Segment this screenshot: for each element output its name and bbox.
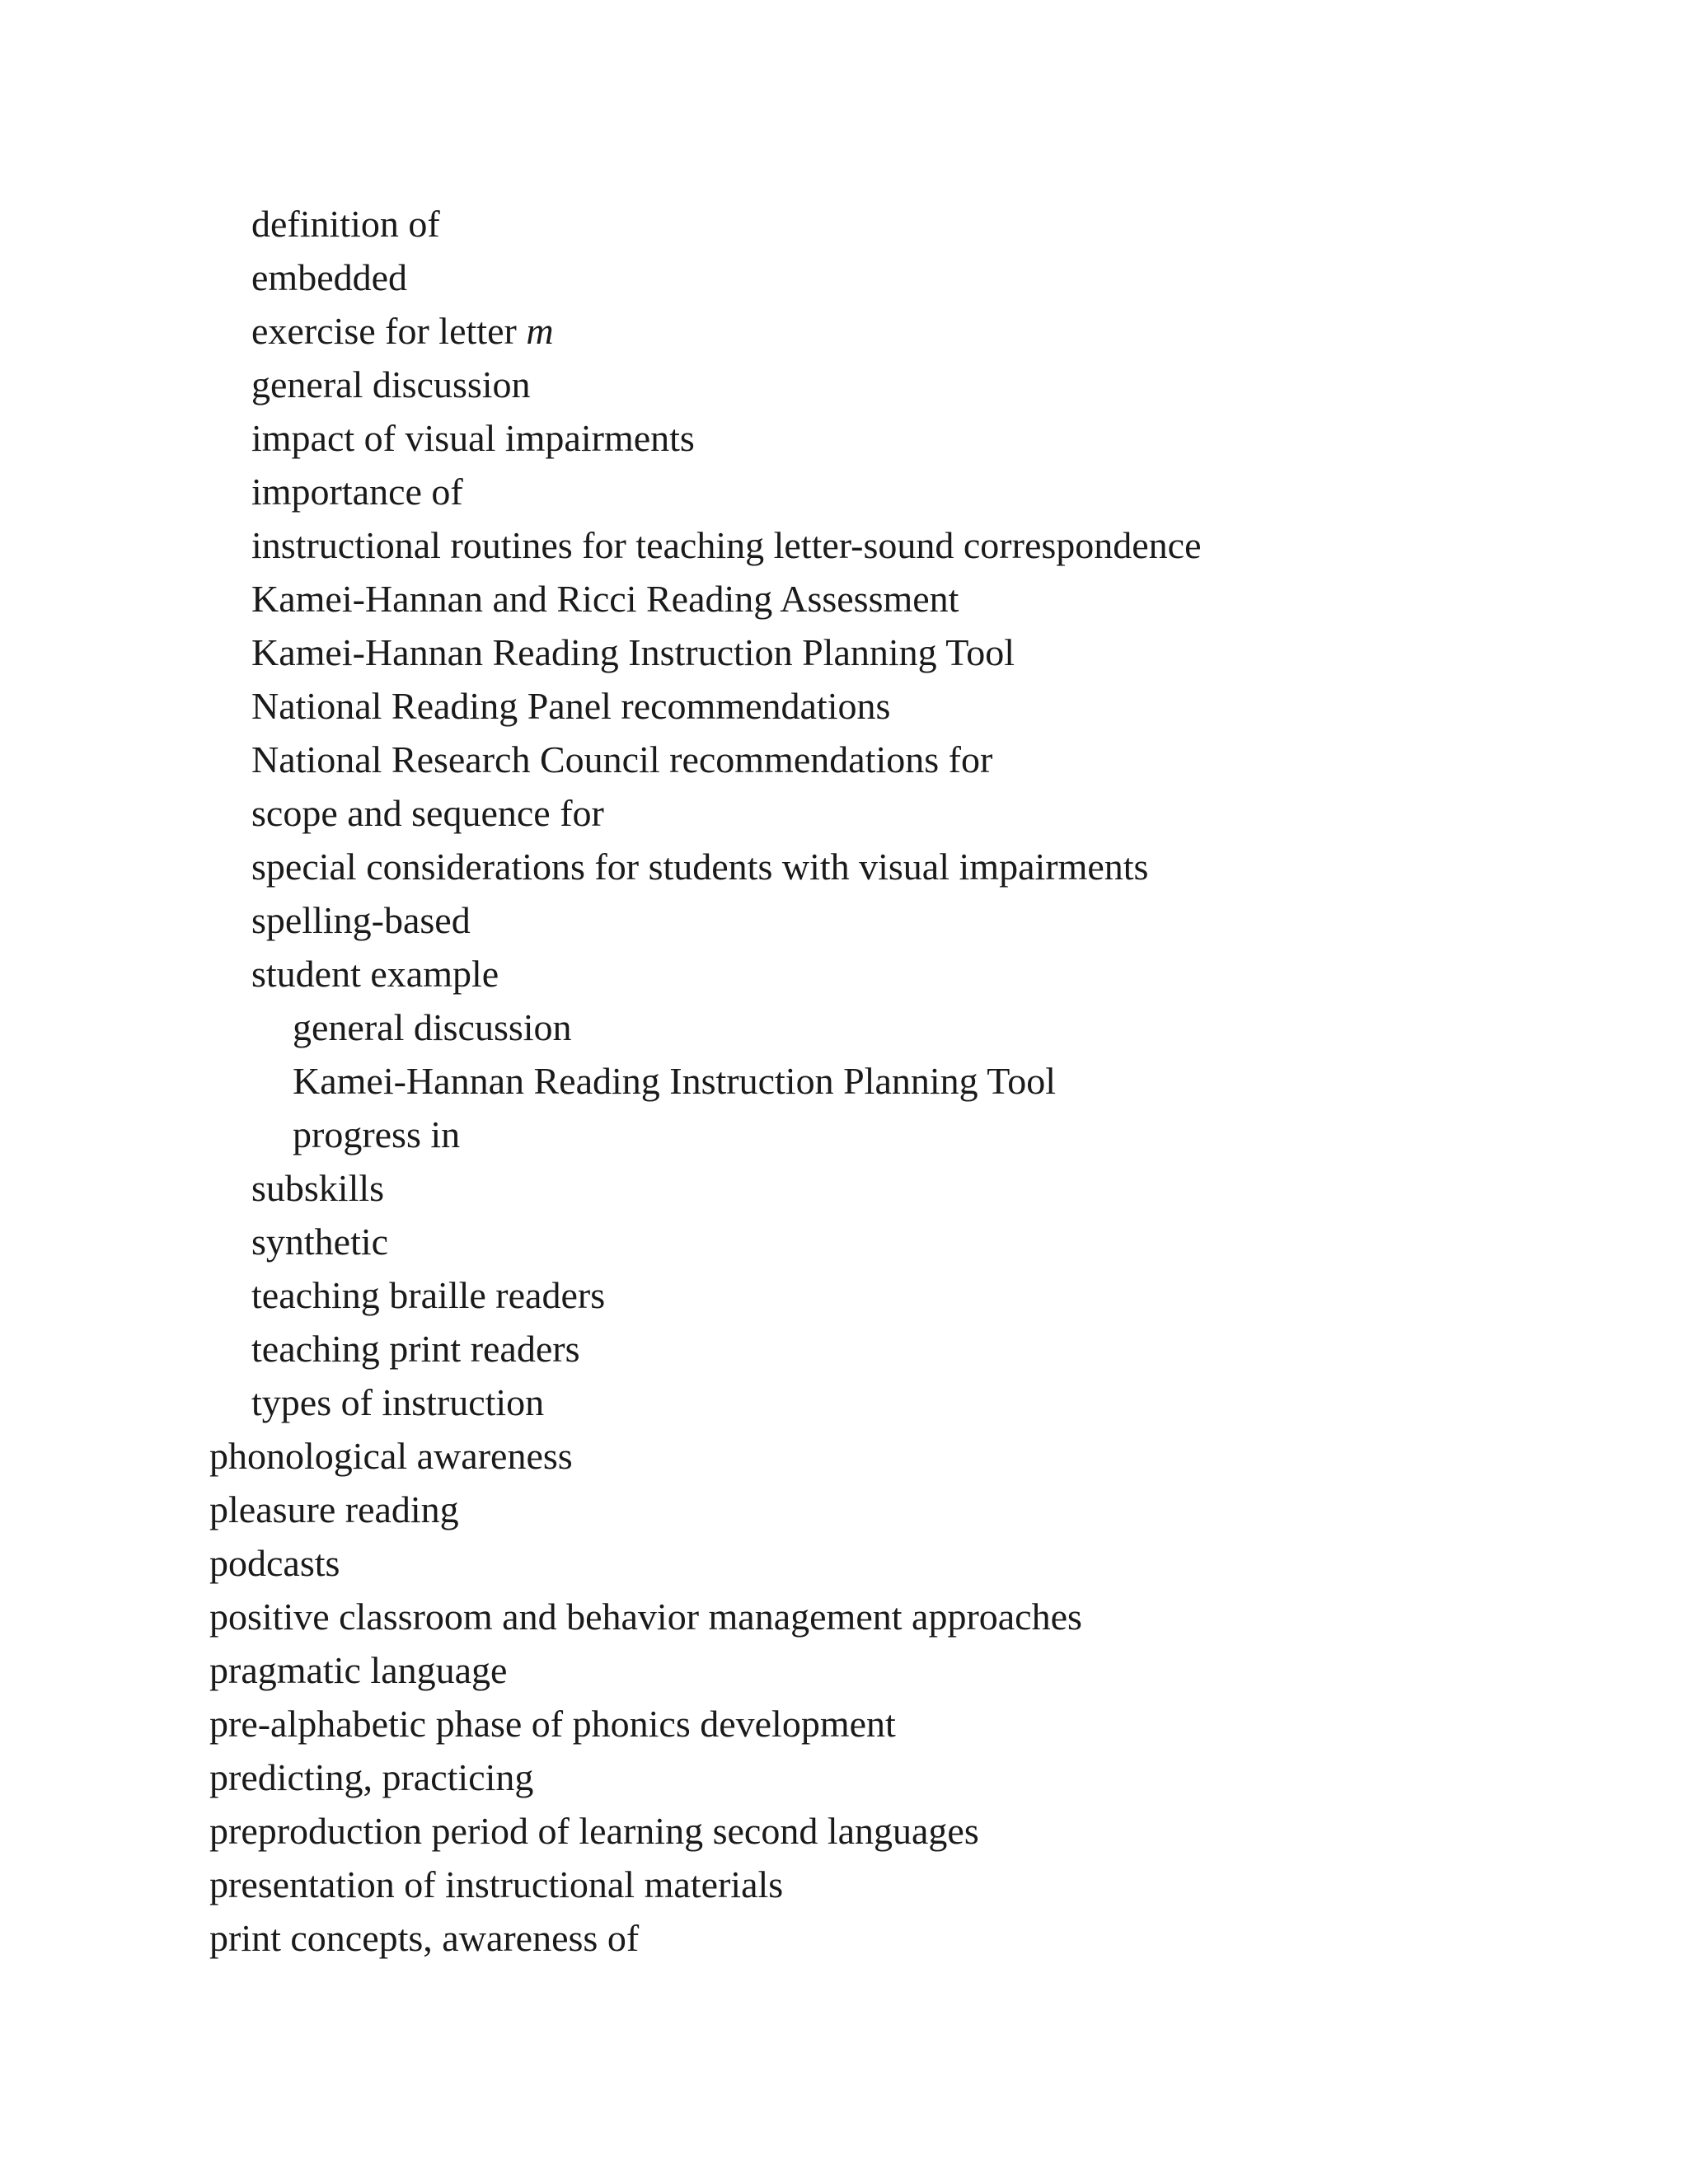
index-main-entry: predicting, practicing — [209, 1756, 534, 1798]
index-subentry: spelling-based — [251, 899, 471, 941]
index-main-entry: pre-alphabetic phase of phonics development — [209, 1703, 896, 1745]
index-subentry: definition of — [251, 203, 440, 245]
index-subentry: subskills — [251, 1167, 385, 1209]
index-list — [209, 197, 1611, 1965]
index-main-entry: pleasure reading — [209, 1488, 459, 1530]
index-subentry-text: exercise for letter — [251, 310, 527, 352]
index-sub-subentry: general discussion — [293, 1006, 572, 1048]
index-subentry: types of instruction — [251, 1381, 545, 1423]
index-subentry: general discussion — [251, 363, 531, 405]
index-main-entry: podcasts — [209, 1542, 340, 1584]
index-subentry: student example — [251, 953, 499, 995]
index-sub-subentry: progress in — [293, 1113, 461, 1155]
index-subentry: Kamei-Hannan and Ricci Reading Assessment — [251, 578, 959, 620]
index-subentry: importance of — [251, 471, 463, 513]
index-sub-subentry: Kamei-Hannan Reading Instruction Planning Tool — [293, 1060, 1056, 1102]
italic-letter: m — [526, 310, 554, 352]
index-main-entry: pragmatic language — [209, 1649, 508, 1691]
index-subentry: scope and sequence for — [251, 792, 604, 834]
index-main-entry: preproduction period of learning second languages — [209, 1810, 979, 1852]
index-subentry: special considerations for students with visual impairments — [251, 846, 1149, 888]
index-main-entry: presentation of instructional materials — [209, 1863, 784, 1905]
index-main-entry: print concepts, awareness of — [209, 1917, 640, 1959]
index-main-entry: positive classroom and behavior management approaches — [209, 1596, 1082, 1638]
index-subentry: impact of visual impairments — [251, 417, 695, 459]
index-subentry: instructional routines for teaching letter-sound correspondence — [251, 524, 1202, 566]
index-subentry: embedded — [251, 256, 408, 298]
index-subentry — [209, 304, 1611, 358]
index-subentry: synthetic — [251, 1221, 389, 1263]
index-main-entry: phonological awareness — [209, 1435, 573, 1477]
index-subentry: Kamei-Hannan Reading Instruction Planning Tool — [251, 631, 1015, 673]
index-subentry: teaching print readers — [251, 1328, 580, 1370]
index-subentry: teaching braille readers — [251, 1274, 606, 1316]
index-subentry: National Research Council recommendations for — [251, 738, 993, 780]
index-subentry: National Reading Panel recommendations — [251, 685, 891, 727]
